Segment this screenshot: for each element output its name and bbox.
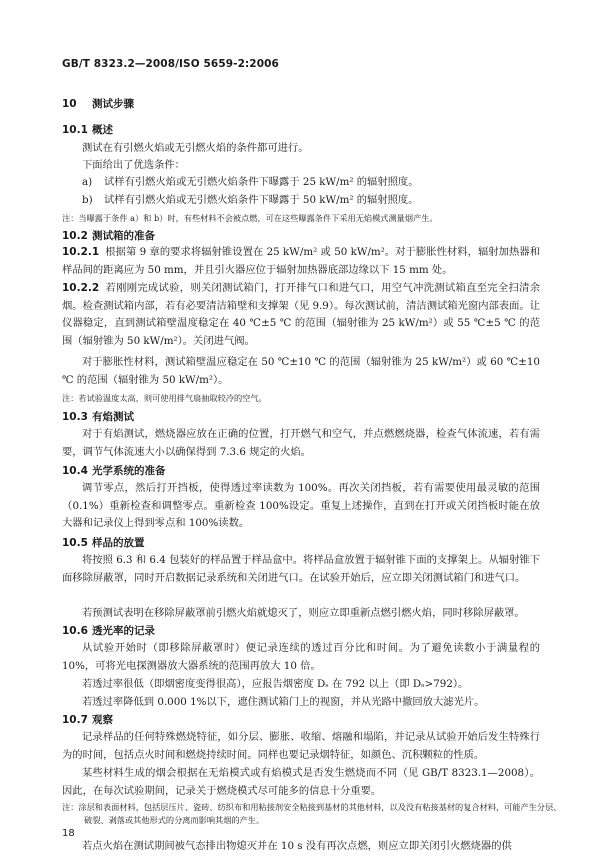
section-10-3-heading <box>62 410 540 424</box>
section-number: 10 <box>62 98 77 110</box>
paragraph: 对于膨胀性材料，测试箱壁温应稳定在 50 ℃±10 ℃ 的范围（辐射锥为 25 kW/m²）或 60 ℃±10 ℃ 的范围（辐射锥为 50 kW/m²）。 <box>62 356 540 386</box>
section-title: 透光率的记录 <box>92 625 155 637</box>
section-number: 10.6 <box>62 625 88 637</box>
section-title: 观察 <box>92 714 113 726</box>
note: 注：若试验温度太高，则可使用排气扇抽取较冷的空气。 <box>62 393 267 403</box>
page-number: 18 <box>62 828 75 839</box>
section-10-2-heading <box>62 229 540 243</box>
section-number: 10.5 <box>62 537 88 549</box>
section-10-1-heading <box>62 123 540 137</box>
paragraph-10-2-2 <box>62 280 540 350</box>
list-marker: a) <box>82 176 93 188</box>
paragraph-continued: 若点火焰在测试期间被气态排出物熄灭并在 10 s 没有再次点燃，则应立即关闭引火燃烧器的供 <box>82 840 512 852</box>
paragraph: 若透过率降低到 0.000 1%以下，遮住测试箱门上的视窗，并从光路中撤回放大滤光片。 <box>82 696 485 708</box>
clause-text: 若刚刚完成试验，则关闭测试箱门，打开排气口和进气口，用空气冲洗测试箱直至完全扫清余烟。检查测试箱内部，若有必要清洁箱壁和支撑架（见 9.9）。每次测试前，清洁测试箱光窗内部表面。让仪器稳定，直到测试箱壁温度稳定在 40 ℃±5 ℃ 的范围（辐射锥为 25 kW/m²）或 55 ℃±5 ℃ 的范围（辐射锥为 50 kW/m²）。关闭进气阀。 <box>62 282 540 347</box>
paragraph: 从试验开始时（即移除屏蔽罩时）便记录连续的透过百分比和时间。为了避免读数小于满量程的 10%，可将光电探测器放大器系统的范围再放大 10 倍。 <box>62 642 540 672</box>
section-number: 10.7 <box>62 714 88 726</box>
clause-text: 根据第 9 章的要求将辐射锥设置在 25 kW/m² 或 50 kW/m²。对于膨胀性材料，辐射加热器和样品间的距离应为 50 mm，并且引火器应位于辐射加热器底部边缘以下 15 mm 处。 <box>62 246 540 276</box>
section-number: 10.3 <box>62 411 88 423</box>
list-item <box>62 174 540 192</box>
section-title: 样品的放置 <box>92 537 145 549</box>
list-text: 试样有引燃火焰或无引燃火焰条件下曝露于 50 kW/m² 的辐射照度。 <box>104 194 419 206</box>
section-10-5-heading <box>62 536 540 550</box>
clause-number: 10.2.2 <box>62 282 100 294</box>
paragraph: 测试在有引燃火焰或无引燃火焰的条件都可进行。 <box>82 142 309 154</box>
section-10-4-heading <box>62 464 540 478</box>
note: 注：涂层和表面材料，包括层压片、瓷砖、纺织布和用粘接剂安全粘接到基材的其他材料，以及没有粘接基材的复合材料，可能产生分层、破裂、剥落或其他形式的分离而影响其烟的产生。 <box>62 802 562 825</box>
section-10-7-heading <box>62 713 540 727</box>
list-text: 试样有引燃火焰或无引燃火焰条件下曝露于 25 kW/m² 的辐射照度。 <box>104 176 419 188</box>
section-10-heading <box>62 97 540 111</box>
section-title: 光学系统的准备 <box>92 465 166 477</box>
section-number: 10.2 <box>62 230 88 242</box>
paragraph-10-2-1 <box>62 244 540 279</box>
section-title: 测试步骤 <box>92 98 134 110</box>
paragraph: 调节零点，然后打开挡板，使得透过率读数为 100%。再次关闭挡板，若有需要使用最灵敏的范围（0.1%）重新检查和调整零点。重新检查 100%设定。重复上述操作，直到在打开或关闭挡板时能在放大器和记录仪上得到零点和 100%读数。 <box>62 482 540 529</box>
paragraph: 将按照 6.3 和 6.4 包装好的样品置于样品盒中。将样品盒放置于辐射锥下面的支撑架上。从辐射锥下面移除屏蔽罩，同时开启数据记录系统和关闭进气口。在试验开始后，应立即关闭测试箱门和进气口。 <box>62 554 540 584</box>
section-title: 概述 <box>92 124 113 136</box>
list-marker: b) <box>82 194 93 206</box>
paragraph: 若透过率很低（即烟密度变得很高），应报告烟密度 Dₛ 在 792 以上（即 Dₛ>792）。 <box>82 678 469 690</box>
section-title: 有焰测试 <box>92 411 134 423</box>
paragraph: 下面给出了优选条件： <box>82 159 185 171</box>
section-10-6-heading <box>62 624 540 638</box>
clause-number: 10.2.1 <box>62 246 100 258</box>
paragraph: 若预测试表明在移除屏蔽罩前引燃火焰就熄灭了，则应立即重新点燃引燃火焰，同时移除屏蔽罩。 <box>82 607 525 619</box>
note: 注：当曝露于条件 a）和 b）时，有些材料不会被点燃，可在这些曝露条件下采用无焰模式测量烟产生。 <box>62 213 438 223</box>
section-number: 10.1 <box>62 124 88 136</box>
paragraph: 对于有焰测试，燃烧器应放在正确的位置，打开燃气和空气，并点燃燃烧器，检查气体流速，若有需要，调节气体流速大小以确保得到 7.3.6 规定的火焰。 <box>62 428 540 458</box>
section-title: 测试箱的准备 <box>92 230 155 242</box>
scan-mark <box>4 146 9 154</box>
paragraph: 某些材料生成的烟会根据在无焰模式或有焰模式是否发生燃烧而不同（见 GB/T 8323.1—2008）。因此，在每次试验期间，记录关于燃烧模式尽可能多的信息十分重要。 <box>62 767 540 797</box>
section-number: 10.4 <box>62 465 88 477</box>
paragraph: 记录样品的任何特殊燃烧特征，如分层、膨胀、收缩、熔融和塌陷，并记录从试验开始后发生特殊行为的时间，包括点火时间和燃烧持续时间。同样也要记录烟特征，如颜色、沉积颗粒的性质。 <box>62 731 540 761</box>
document-header: GB/T 8323.2—2008/ISO 5659-2:2006 <box>62 58 279 70</box>
list-item <box>62 192 540 210</box>
